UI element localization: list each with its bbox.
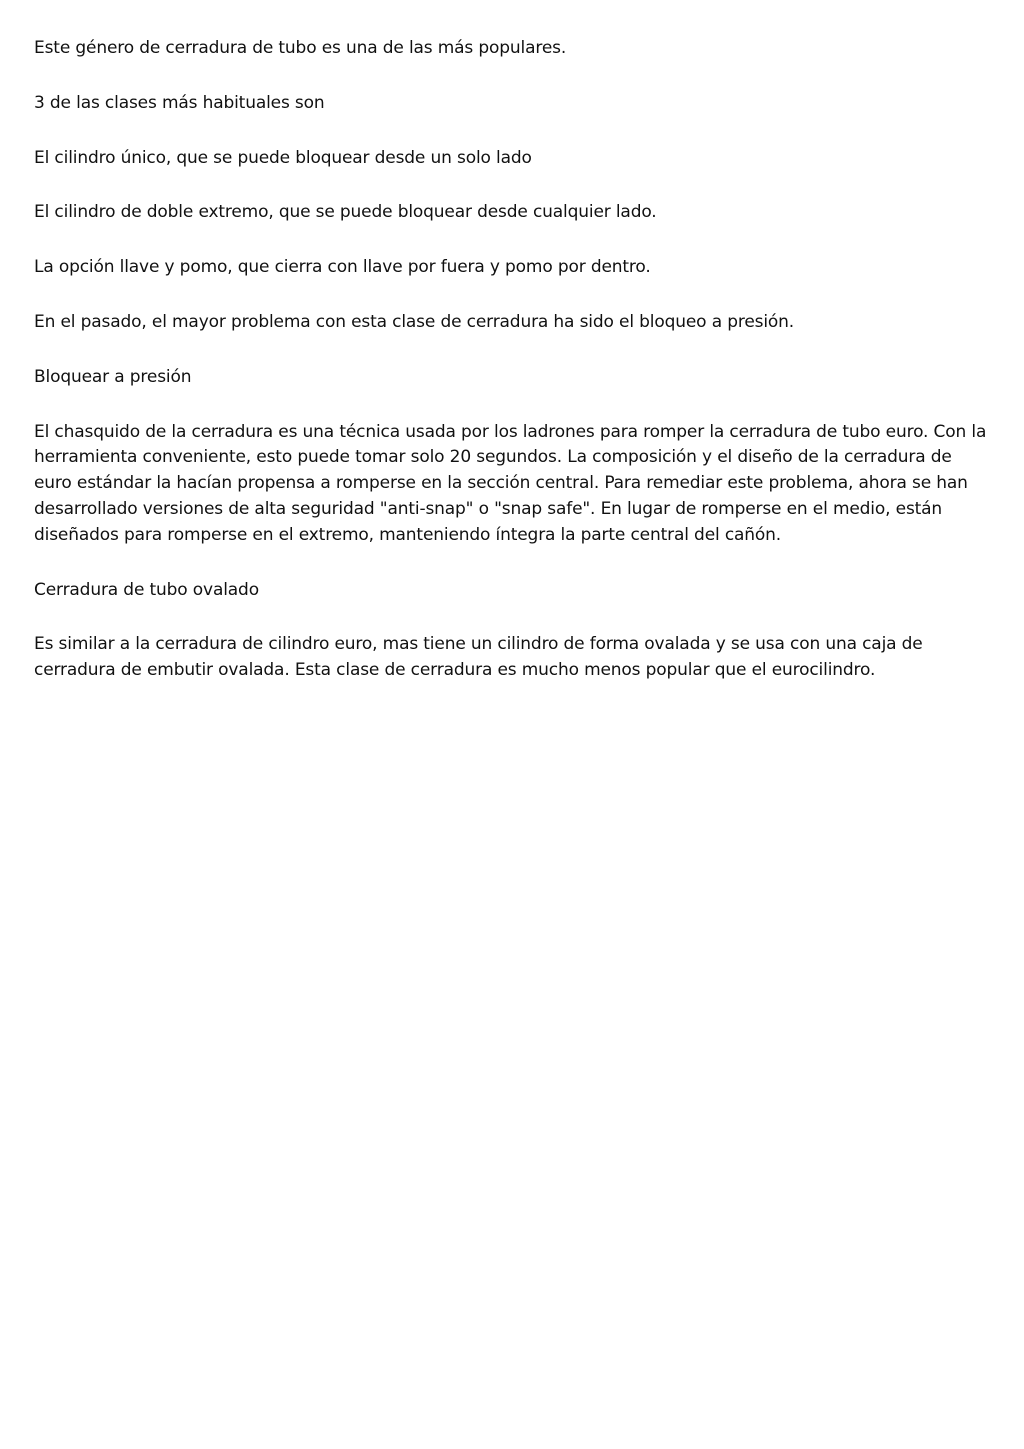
paragraph-key-and-knob: La opción llave y pomo, que cierra con llave por fuera y pomo por dentro.: [34, 257, 651, 278]
paragraph-snapping-problem: En el pasado, el mayor problema con esta clase de cerradura ha sido el bloqueo a presión.: [34, 311, 795, 332]
paragraph-snapping-explanation: El chasquido de la cerradura es una técnica usada por los ladrones para romper la cerradura de tubo euro. Con la herramienta conveniente, esto puede tomar solo 20 segundos. La composición y el diseño de la cerradura de euro estándar la hacían propensa a romperse en la sección central. Para remediar este problema, ahora se han desarrollado versiones de alta seguridad "anti-snap" o "snap safe". En lugar de romperse en el medio, están diseñados para romperse en el extremo, manteniendo íntegra la parte central del cañón.: [34, 421, 987, 545]
paragraph-oval-explanation: Es similar a la cerradura de cilindro euro, mas tiene un cilindro de forma ovalada y se usa con una caja de cerradura de embutir ovalada. Esta clase de cerradura es mucho menos popular que el eurocilindro.: [34, 634, 923, 681]
paragraph-intro: Este género de cerradura de tubo es una de las más populares.: [34, 38, 567, 58]
paragraph-double-cylinder: El cilindro de doble extremo, que se puede bloquear desde cualquier lado.: [34, 202, 657, 223]
paragraph-types-heading: 3 de las clases más habituales son: [34, 92, 325, 113]
paragraph-single-cylinder: El cilindro único, que se puede bloquear desde un solo lado: [34, 147, 532, 168]
paragraph-section-title-snapping: Bloquear a presión: [34, 366, 192, 387]
document-page: [34, 36, 994, 713]
paragraph-section-title-oval: Cerradura de tubo ovalado: [34, 579, 259, 600]
